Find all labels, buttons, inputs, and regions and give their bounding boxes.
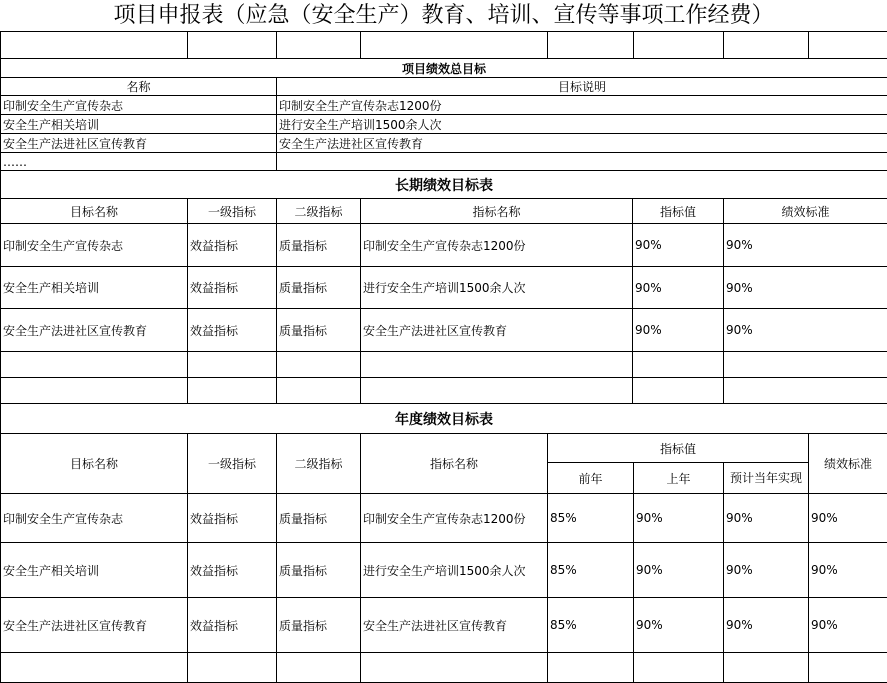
blank-cell[interactable]: [188, 653, 277, 683]
indicator-cell[interactable]: 印制安全生产宣传杂志1200份: [361, 494, 548, 543]
col-header-value: 指标值: [548, 434, 809, 463]
annual-header-row: [1, 434, 887, 463]
page-title: 项目申报表（应急（安全生产）教育、培训、宣传等事项工作经费）: [0, 0, 887, 31]
blank-cell[interactable]: [277, 653, 361, 683]
annual-goal-table: [0, 403, 887, 683]
blank-cell[interactable]: [633, 352, 724, 378]
overall-goal-table: [0, 31, 887, 171]
goal-name-cell[interactable]: ……: [1, 153, 277, 171]
level1-cell[interactable]: 效益指标: [188, 309, 277, 352]
current-year-cell[interactable]: 90%: [724, 494, 809, 543]
blank-cell[interactable]: [1, 378, 188, 404]
goal-name-cell[interactable]: 安全生产相关培训: [1, 267, 188, 309]
standard-cell[interactable]: 90%: [809, 494, 887, 543]
table-row: [1, 96, 887, 115]
table-row: [1, 224, 887, 267]
blank-cell[interactable]: [188, 352, 277, 378]
col-header-standard: 绩效标准: [809, 434, 887, 494]
col-header-level2: 二级指标: [277, 434, 361, 494]
annual-goal-heading: 年度绩效目标表: [1, 404, 887, 434]
blank-cell[interactable]: [724, 378, 887, 404]
blank-cell[interactable]: [277, 352, 361, 378]
goal-name-cell[interactable]: 印制安全生产宣传杂志: [1, 494, 188, 543]
longterm-goal-table: [0, 170, 887, 404]
prev2-year-cell[interactable]: 85%: [548, 543, 634, 598]
section-heading-row: [1, 171, 887, 199]
overall-header-row: [1, 78, 887, 96]
goal-name-cell[interactable]: 印制安全生产宣传杂志: [1, 224, 188, 267]
longterm-header-row: [1, 199, 887, 224]
col-header-goal-name: 目标名称: [1, 199, 188, 224]
blank-cell[interactable]: [361, 352, 633, 378]
standard-cell[interactable]: 90%: [724, 267, 887, 309]
blank-cell[interactable]: [724, 653, 809, 683]
table-row: [1, 115, 887, 134]
blank-cell[interactable]: [277, 32, 361, 59]
level1-cell[interactable]: 效益指标: [188, 494, 277, 543]
col-header-prev-year: 上年: [634, 463, 724, 494]
goal-name-cell[interactable]: 安全生产相关培训: [1, 543, 188, 598]
indicator-cell[interactable]: 进行安全生产培训1500余人次: [361, 267, 633, 309]
goal-name-cell[interactable]: 安全生产法进社区宣传教育: [1, 134, 277, 153]
overall-goal-heading: 项目绩效总目标: [1, 59, 887, 78]
indicator-cell[interactable]: 安全生产法进社区宣传教育: [361, 598, 548, 653]
section-heading-row: [1, 59, 887, 78]
level1-cell[interactable]: 效益指标: [188, 598, 277, 653]
indicator-cell[interactable]: 安全生产法进社区宣传教育: [361, 309, 633, 352]
blank-cell[interactable]: [361, 32, 548, 59]
col-header-name: 名称: [1, 78, 277, 96]
table-row: [1, 267, 887, 309]
prev-year-cell[interactable]: 90%: [634, 598, 724, 653]
blank-row: [1, 378, 887, 404]
section-heading-row: [1, 404, 887, 434]
blank-cell[interactable]: [724, 32, 809, 59]
table-row: [1, 309, 887, 352]
current-year-cell[interactable]: 90%: [724, 543, 809, 598]
level2-cell[interactable]: 质量指标: [277, 267, 361, 309]
col-header-level2: 二级指标: [277, 199, 361, 224]
blank-cell[interactable]: [634, 653, 724, 683]
current-year-cell[interactable]: 90%: [724, 598, 809, 653]
table-row: [1, 494, 887, 543]
blank-cell[interactable]: [1, 32, 188, 59]
goal-desc-cell[interactable]: 进行安全生产培训1500余人次: [277, 115, 887, 134]
indicator-cell[interactable]: 印制安全生产宣传杂志1200份: [361, 224, 633, 267]
col-header-level1: 一级指标: [188, 199, 277, 224]
blank-cell[interactable]: [633, 378, 724, 404]
level2-cell[interactable]: 质量指标: [277, 598, 361, 653]
goal-desc-cell[interactable]: [277, 153, 887, 171]
col-header-desc: 目标说明: [277, 78, 887, 96]
blank-cell[interactable]: [1, 653, 188, 683]
col-header-standard: 绩效标准: [724, 199, 887, 224]
goal-desc-cell[interactable]: 安全生产法进社区宣传教育: [277, 134, 887, 153]
table-row: [1, 134, 887, 153]
table-row: [1, 543, 887, 598]
col-header-current-year: 预计当年实现: [724, 463, 809, 494]
blank-cell[interactable]: [548, 653, 634, 683]
col-header-indicator: 指标名称: [361, 434, 548, 494]
blank-cell[interactable]: [634, 32, 724, 59]
level2-cell[interactable]: 质量指标: [277, 309, 361, 352]
goal-name-cell[interactable]: 印制安全生产宣传杂志: [1, 96, 277, 115]
blank-cell[interactable]: [188, 378, 277, 404]
blank-row: [1, 32, 887, 59]
goal-name-cell[interactable]: 安全生产相关培训: [1, 115, 277, 134]
blank-cell[interactable]: [809, 653, 887, 683]
goal-name-cell[interactable]: 安全生产法进社区宣传教育: [1, 598, 188, 653]
level1-cell[interactable]: 效益指标: [188, 543, 277, 598]
blank-cell[interactable]: [361, 378, 633, 404]
goal-desc-cell[interactable]: 印制安全生产宣传杂志1200份: [277, 96, 887, 115]
level1-cell[interactable]: 效益指标: [188, 224, 277, 267]
blank-cell[interactable]: [361, 653, 548, 683]
indicator-cell[interactable]: 进行安全生产培训1500余人次: [361, 543, 548, 598]
blank-row: [1, 653, 887, 683]
blank-row: [1, 352, 887, 378]
prev-year-cell[interactable]: 90%: [634, 543, 724, 598]
level1-cell[interactable]: 效益指标: [188, 267, 277, 309]
col-header-prev2-year: 前年: [548, 463, 634, 494]
value-cell[interactable]: 90%: [633, 309, 724, 352]
goal-name-cell[interactable]: 安全生产法进社区宣传教育: [1, 309, 188, 352]
level2-cell[interactable]: 质量指标: [277, 224, 361, 267]
standard-cell[interactable]: 90%: [724, 309, 887, 352]
level2-cell[interactable]: 质量指标: [277, 543, 361, 598]
standard-cell[interactable]: 90%: [809, 598, 887, 653]
col-header-value: 指标值: [633, 199, 724, 224]
blank-cell[interactable]: [277, 378, 361, 404]
blank-cell[interactable]: [809, 32, 887, 59]
prev2-year-cell[interactable]: 85%: [548, 598, 634, 653]
table-row: [1, 153, 887, 171]
col-header-indicator: 指标名称: [361, 199, 633, 224]
value-cell[interactable]: 90%: [633, 267, 724, 309]
standard-cell[interactable]: 90%: [809, 543, 887, 598]
blank-cell[interactable]: [548, 32, 634, 59]
longterm-goal-heading: 长期绩效目标表: [1, 171, 887, 199]
prev2-year-cell[interactable]: 85%: [548, 494, 634, 543]
standard-cell[interactable]: 90%: [724, 224, 887, 267]
col-header-goal-name: 目标名称: [1, 434, 188, 494]
prev-year-cell[interactable]: 90%: [634, 494, 724, 543]
table-row: [1, 598, 887, 653]
blank-cell[interactable]: [1, 352, 188, 378]
value-cell[interactable]: 90%: [633, 224, 724, 267]
col-header-level1: 一级指标: [188, 434, 277, 494]
blank-cell[interactable]: [188, 32, 277, 59]
blank-cell[interactable]: [724, 352, 887, 378]
level2-cell[interactable]: 质量指标: [277, 494, 361, 543]
